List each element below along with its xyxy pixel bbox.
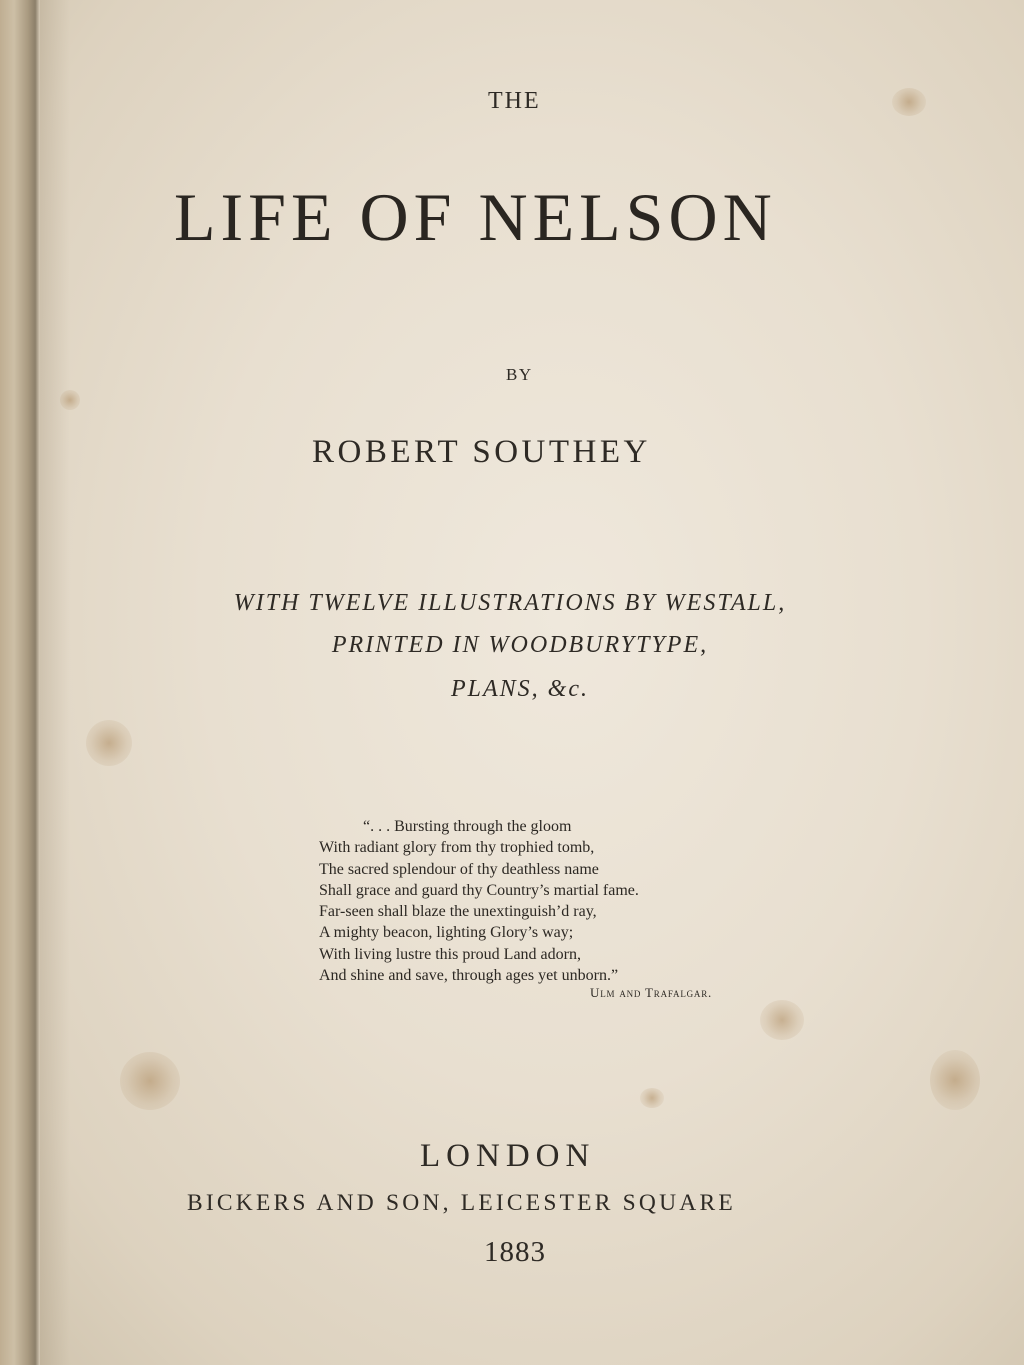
- book-gutter: [0, 0, 40, 1365]
- epigraph-line: Shall grace and guard thy Country’s martial fame.: [319, 881, 639, 899]
- foxing-spot: [120, 1052, 180, 1110]
- author-name: ROBERT SOUTHEY: [312, 434, 651, 470]
- epigraph-line: Far-seen shall blaze the unextinguish’d ray,: [319, 903, 597, 921]
- epigraph-line: The sacred splendour of thy deathless name: [319, 860, 599, 878]
- epigraph-line: “. . . Bursting through the gloom: [363, 818, 572, 835]
- imprint-city: LONDON: [420, 1138, 596, 1174]
- gutter-shadow: [40, 0, 70, 1365]
- book-title: LIFE OF NELSON: [174, 179, 777, 255]
- epigraph-line: With radiant glory from thy trophied tomb,: [319, 839, 595, 857]
- foxing-spot: [60, 390, 80, 410]
- epigraph-line: And shine and save, through ages yet unborn.”: [319, 967, 619, 985]
- illustrations-line-2: PRINTED IN WOODBURYTYPE,: [331, 632, 709, 658]
- illustrations-line-1: WITH TWELVE ILLUSTRATIONS BY WESTALL,: [233, 590, 787, 616]
- foxing-spot: [930, 1050, 980, 1110]
- foxing-spot: [760, 1000, 804, 1040]
- epigraph: [319, 816, 799, 986]
- epigraph-line: A mighty beacon, lighting Glory’s way;: [319, 924, 574, 942]
- imprint-year: 1883: [484, 1236, 546, 1268]
- byline-label: BY: [506, 365, 533, 384]
- epigraph-line: With living lustre this proud Land adorn,: [319, 945, 581, 963]
- foxing-spot: [86, 720, 132, 766]
- title-article: THE: [488, 88, 541, 114]
- illustrations-line-3: PLANS, &c.: [451, 676, 589, 702]
- foxing-spot: [892, 88, 926, 116]
- imprint-publisher: BICKERS AND SON, LEICESTER SQUARE: [187, 1190, 736, 1216]
- foxing-spot: [640, 1088, 664, 1108]
- epigraph-attribution: Ulm and Trafalgar.: [590, 985, 713, 1000]
